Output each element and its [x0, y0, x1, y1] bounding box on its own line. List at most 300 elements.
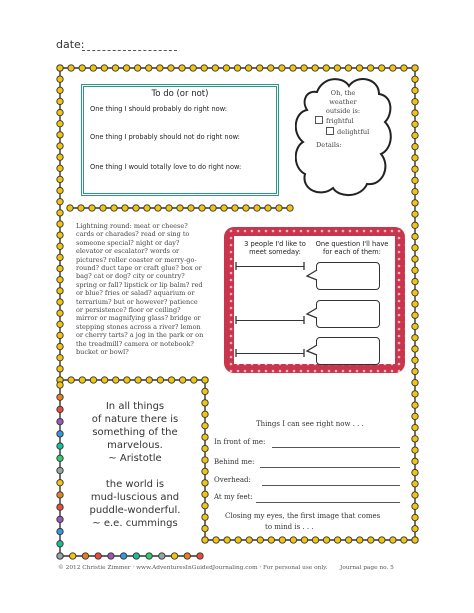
- light-bulb: [224, 537, 230, 543]
- light-bulb: [323, 537, 329, 543]
- light-bulb: [78, 205, 84, 211]
- frame-dot: [286, 370, 289, 373]
- light-bulb: [202, 400, 208, 406]
- frame-dot: [328, 230, 331, 233]
- light-bulb: [202, 457, 208, 463]
- light-bulb: [146, 65, 152, 71]
- frame-dot: [265, 370, 268, 373]
- light-bulb: [265, 205, 271, 211]
- light-bulb: [412, 357, 418, 363]
- light-bulb: [412, 526, 418, 532]
- weather-option-delightful-label: delightful: [337, 128, 370, 136]
- question-bubble-3[interactable]: [316, 337, 380, 365]
- light-bulb: [401, 537, 407, 543]
- light-bulb: [184, 553, 190, 559]
- light-bulb: [412, 245, 418, 251]
- frame-dot: [335, 230, 338, 233]
- light-bulb: [57, 299, 63, 305]
- weather-option-delightful[interactable]: [326, 127, 369, 136]
- light-bulb: [221, 205, 227, 211]
- light-bulb: [412, 323, 418, 329]
- todo-question-2: One thing I probably should not do right now:: [90, 133, 240, 141]
- frame-dot: [293, 230, 296, 233]
- light-bulb: [57, 443, 63, 449]
- light-bulb: [79, 65, 85, 71]
- light-bulb: [412, 391, 418, 397]
- frame-dot: [237, 230, 240, 233]
- light-bulb: [279, 65, 285, 71]
- frame-dot: [391, 370, 394, 373]
- todo-question-3: One thing I would totally love to do right now:: [90, 163, 242, 171]
- weather-option-frightful[interactable]: [315, 116, 354, 125]
- light-bulb: [57, 87, 63, 93]
- light-bulb: [57, 321, 63, 327]
- light-bulb: [95, 553, 101, 559]
- light-bulb: [223, 65, 229, 71]
- light-bulb: [157, 65, 163, 71]
- frame-dot: [398, 363, 401, 366]
- frame-dot: [293, 370, 296, 373]
- people-heading: 3 people I'd like to meet someday:: [244, 240, 306, 256]
- frame-dot: [398, 286, 401, 289]
- todo-box: [81, 84, 279, 196]
- see-title: Things I can see right now . . .: [256, 420, 364, 428]
- frame-dot: [398, 244, 401, 247]
- light-bulb: [412, 177, 418, 183]
- frame-dot: [384, 370, 387, 373]
- light-bulb: [57, 243, 63, 249]
- light-bulb: [202, 480, 208, 486]
- frame-dot: [244, 370, 247, 373]
- frame-dot: [258, 230, 261, 233]
- frame-dot: [398, 279, 401, 282]
- frame-dot: [370, 230, 373, 233]
- quote-1-line-3: something of the: [92, 427, 178, 438]
- light-bulb: [312, 65, 318, 71]
- light-bulb: [202, 525, 208, 531]
- light-bulb: [123, 65, 129, 71]
- light-bulb: [257, 537, 263, 543]
- light-bulb: [412, 188, 418, 194]
- light-bulb: [412, 447, 418, 453]
- light-bulb: [412, 211, 418, 217]
- light-bulb: [202, 491, 208, 497]
- frame-dot: [314, 230, 317, 233]
- see-overhead-label: Overhead:: [214, 476, 251, 484]
- light-bulb: [57, 528, 63, 534]
- light-bulb: [202, 468, 208, 474]
- frame-dot: [377, 230, 380, 233]
- see-behind-line[interactable]: [260, 467, 400, 468]
- light-bulb: [67, 205, 73, 211]
- light-bulb: [412, 537, 418, 543]
- frame-dot: [321, 230, 324, 233]
- frame-dot: [398, 258, 401, 261]
- light-bulb: [188, 205, 194, 211]
- frame-dot: [398, 272, 401, 275]
- light-bulb: [57, 277, 63, 283]
- light-bulb: [168, 377, 174, 383]
- light-bulb: [57, 467, 63, 473]
- frame-dot: [356, 370, 359, 373]
- light-bulb: [412, 301, 418, 307]
- light-bulb: [268, 65, 274, 71]
- see-closing-line-2: to mind is . . .: [265, 523, 314, 531]
- light-bulb: [412, 200, 418, 206]
- light-bulb: [111, 205, 117, 211]
- frame-dot: [398, 307, 401, 310]
- frame-dot: [398, 237, 401, 240]
- light-bulb: [101, 377, 107, 383]
- frame-dot: [258, 370, 261, 373]
- quote-2-line-2: mud-luscious and: [90, 492, 180, 503]
- light-bulb: [166, 205, 172, 211]
- frame-dot: [272, 370, 275, 373]
- light-bulb: [401, 65, 407, 71]
- light-bulb: [202, 423, 208, 429]
- light-bulb: [57, 65, 63, 71]
- frame-dot: [398, 321, 401, 324]
- frame-dot: [251, 230, 254, 233]
- frame-dot: [384, 230, 387, 233]
- light-bulb: [412, 503, 418, 509]
- frame-dot: [398, 265, 401, 268]
- light-bulb: [412, 402, 418, 408]
- light-bulb: [157, 377, 163, 383]
- light-bulb: [191, 377, 197, 383]
- light-bulb: [235, 537, 241, 543]
- light-bulb: [412, 368, 418, 374]
- light-bulb: [57, 176, 63, 182]
- light-bulb: [290, 65, 296, 71]
- light-bulb: [202, 537, 208, 543]
- see-behind-label: Behind me:: [214, 458, 255, 466]
- frame-dot: [230, 237, 233, 240]
- light-bulb: [268, 537, 274, 543]
- light-bulb: [57, 221, 63, 227]
- light-bulb: [213, 537, 219, 543]
- light-bulb: [287, 205, 293, 211]
- frame-dot: [349, 370, 352, 373]
- weather-intro: [313, 89, 373, 116]
- light-bulb: [57, 199, 63, 205]
- light-bulb: [57, 143, 63, 149]
- light-bulb: [57, 332, 63, 338]
- todo-question-1: One thing I should probably do right now:: [90, 105, 227, 113]
- frame-dot: [244, 230, 247, 233]
- light-bulb: [412, 222, 418, 228]
- frame-dot: [377, 370, 380, 373]
- todo-title: To do (or not): [151, 89, 209, 99]
- frame-dot: [398, 293, 401, 296]
- light-bulb: [113, 377, 119, 383]
- light-bulb: [367, 65, 373, 71]
- quote-1-author: ~ Aristotle: [108, 453, 162, 464]
- light-bulb: [246, 537, 252, 543]
- frame-dot: [398, 342, 401, 345]
- quote-aristotle: [70, 400, 200, 465]
- frame-dot: [251, 370, 254, 373]
- frame-dot: [300, 370, 303, 373]
- light-bulb: [345, 65, 351, 71]
- light-bulb: [412, 469, 418, 475]
- light-bulb: [279, 537, 285, 543]
- light-bulb: [412, 290, 418, 296]
- frame-dot: [328, 370, 331, 373]
- light-bulb: [412, 132, 418, 138]
- light-bulb: [57, 455, 63, 461]
- light-bulb: [159, 553, 165, 559]
- light-bulb: [210, 205, 216, 211]
- light-bulb: [234, 65, 240, 71]
- light-bulb: [57, 366, 63, 372]
- light-bulb: [356, 65, 362, 71]
- weather-line-1: Oh, the: [330, 89, 356, 97]
- light-bulb: [202, 503, 208, 509]
- frame-dot: [279, 370, 282, 373]
- light-bulb: [108, 553, 114, 559]
- light-bulb: [155, 205, 161, 211]
- light-bulb: [79, 377, 85, 383]
- frame-dot: [230, 370, 233, 373]
- frame-dot: [342, 230, 345, 233]
- frame-dot: [230, 251, 233, 254]
- light-bulb: [412, 99, 418, 105]
- light-bulb: [412, 166, 418, 172]
- frame-dot: [230, 244, 233, 247]
- light-bulb: [379, 537, 385, 543]
- light-bulb: [301, 65, 307, 71]
- light-bulb: [412, 481, 418, 487]
- quote-1-line-2: of nature there is: [91, 414, 179, 425]
- frame-dot: [363, 370, 366, 373]
- question-heading: One question I'll have for each of them:: [315, 240, 389, 256]
- frame-dot: [398, 356, 401, 359]
- light-bulb: [57, 394, 63, 400]
- light-bulb: [57, 480, 63, 486]
- light-bulb: [256, 65, 262, 71]
- light-bulb: [199, 205, 205, 211]
- frame-dot: [342, 370, 345, 373]
- frame-dot: [370, 370, 373, 373]
- light-bulb: [57, 553, 63, 559]
- light-bulb: [70, 553, 76, 559]
- quote-2-line-3: puddle-wonderful.: [89, 505, 181, 516]
- frame-dot: [398, 335, 401, 338]
- light-bulb: [412, 121, 418, 127]
- light-bulb: [412, 312, 418, 318]
- light-bulb: [197, 553, 203, 559]
- frame-dot: [398, 314, 401, 317]
- frame-dot: [272, 230, 275, 233]
- light-bulb: [57, 132, 63, 138]
- light-bulb: [412, 335, 418, 341]
- frame-dot: [230, 363, 233, 366]
- frame-dot: [398, 349, 401, 352]
- light-bulb: [412, 379, 418, 385]
- light-bulb: [412, 143, 418, 149]
- light-bulb: [179, 377, 185, 383]
- lightning-round-text: Lightning round: meat or cheese? cards or charades? read or sing to someone special? night or day? elevator or escalator? words or pictures? roller coaster or merry-go-round? duct tape or craft glue? box or bag? cat or dog? city or country? spring or fall? lipstick or lip balm? red or blue? fries or salad? aquarium or terrarium? but or however? patience or persistence? floor or ceiling? mirror or magnifying glass? bridge or stepping stones across a river? lemon or cherry tarts? a jog in the park or on the treadmill? camera or notebook? bucket or bowl?: [76, 222, 204, 357]
- light-bulb: [100, 205, 106, 211]
- question-bubble-1[interactable]: [316, 262, 380, 290]
- question-bubble-2[interactable]: [316, 300, 380, 328]
- frame-dot: [398, 328, 401, 331]
- quote-1-line-1: In all things: [105, 401, 165, 412]
- light-bulb: [57, 154, 63, 160]
- light-bulb: [412, 233, 418, 239]
- light-bulb: [412, 413, 418, 419]
- light-bulb: [133, 553, 139, 559]
- light-bulb: [412, 458, 418, 464]
- light-bulb: [412, 65, 418, 71]
- light-bulb: [57, 343, 63, 349]
- light-bulb: [57, 382, 63, 388]
- light-bulb: [57, 431, 63, 437]
- light-bulb: [412, 267, 418, 273]
- light-bulb: [144, 205, 150, 211]
- light-bulb: [334, 65, 340, 71]
- light-bulb: [276, 205, 282, 211]
- light-bulb: [57, 288, 63, 294]
- light-bulb: [412, 155, 418, 161]
- light-bulb: [412, 256, 418, 262]
- light-bulb: [212, 65, 218, 71]
- footer-page-number: Journal page no. 5: [340, 565, 394, 571]
- see-feet-line[interactable]: [256, 502, 400, 503]
- date-label: date:: [56, 38, 85, 51]
- light-bulb: [57, 541, 63, 547]
- see-front-label: In front of me:: [214, 438, 266, 446]
- person-line-ticks: [230, 260, 310, 360]
- quote-cummings: [70, 478, 200, 530]
- light-bulb: [412, 346, 418, 352]
- light-bulb: [122, 205, 128, 211]
- light-bulb: [412, 492, 418, 498]
- weather-line-2: weather: [329, 98, 357, 106]
- light-bulb: [134, 65, 140, 71]
- light-bulb: [68, 377, 74, 383]
- light-bulb: [202, 434, 208, 440]
- frame-dot: [237, 370, 240, 373]
- weather-option-frightful-label: frightful: [326, 117, 354, 125]
- light-bulb: [120, 553, 126, 559]
- light-bulb: [90, 65, 96, 71]
- light-bulb: [412, 436, 418, 442]
- light-bulb: [57, 121, 63, 127]
- light-bulb: [412, 514, 418, 520]
- see-overhead-line[interactable]: [262, 485, 400, 486]
- light-bulb: [202, 514, 208, 520]
- light-bulb: [57, 406, 63, 412]
- light-bulb: [171, 553, 177, 559]
- frame-dot: [230, 230, 233, 233]
- frame-dot: [286, 230, 289, 233]
- quote-1-line-4: marvelous.: [107, 440, 163, 451]
- quote-2-author: ~ e.e. cummings: [92, 518, 178, 529]
- frame-dot: [349, 230, 352, 233]
- light-bulb: [301, 537, 307, 543]
- light-bulb: [57, 492, 63, 498]
- frame-dot: [398, 230, 401, 233]
- frame-dot: [356, 230, 359, 233]
- light-bulb: [379, 65, 385, 71]
- light-bulb: [412, 424, 418, 430]
- frame-dot: [335, 370, 338, 373]
- frame-dot: [398, 251, 401, 254]
- light-bulb: [57, 210, 63, 216]
- light-bulb: [57, 504, 63, 510]
- light-bulb: [357, 537, 363, 543]
- light-bulb: [390, 65, 396, 71]
- light-bulb: [345, 537, 351, 543]
- light-bulb: [412, 87, 418, 93]
- weather-line-3: outside is:: [325, 107, 361, 115]
- light-bulb: [368, 537, 374, 543]
- light-bulb: [57, 232, 63, 238]
- light-bulb: [57, 355, 63, 361]
- weather-details-label: Details:: [316, 141, 342, 149]
- light-bulb: [390, 537, 396, 543]
- light-bulb: [179, 65, 185, 71]
- light-bulb: [57, 418, 63, 424]
- light-bulb: [57, 187, 63, 193]
- light-bulb: [57, 265, 63, 271]
- light-bulb: [135, 377, 141, 383]
- light-bulb: [202, 377, 208, 383]
- light-bulb: [190, 65, 196, 71]
- light-bulb: [124, 377, 130, 383]
- frame-dot: [398, 300, 401, 303]
- light-bulb: [57, 98, 63, 104]
- checkbox-frightful[interactable]: [315, 116, 323, 124]
- light-bulb: [312, 537, 318, 543]
- frame-dot: [300, 230, 303, 233]
- light-bulb: [89, 205, 95, 211]
- light-bulb: [202, 388, 208, 394]
- light-bulb: [57, 76, 63, 82]
- light-bulb: [177, 205, 183, 211]
- light-bulb: [168, 65, 174, 71]
- light-bulb: [232, 205, 238, 211]
- light-bulb: [57, 254, 63, 260]
- checkbox-delightful[interactable]: [326, 127, 334, 135]
- frame-dot: [363, 230, 366, 233]
- light-bulb: [323, 65, 329, 71]
- see-front-line[interactable]: [272, 447, 400, 448]
- frame-dot: [391, 230, 394, 233]
- light-bulb: [57, 165, 63, 171]
- light-bulb: [57, 516, 63, 522]
- frame-dot: [321, 370, 324, 373]
- light-bulb: [112, 65, 118, 71]
- light-bulb: [90, 377, 96, 383]
- light-bulb: [243, 205, 249, 211]
- light-bulb: [146, 553, 152, 559]
- light-bulb: [290, 537, 296, 543]
- light-bulb: [133, 205, 139, 211]
- light-bulb: [412, 110, 418, 116]
- light-bulb: [57, 310, 63, 316]
- light-bulb: [254, 205, 260, 211]
- light-bulb: [245, 65, 251, 71]
- frame-dot: [398, 370, 401, 373]
- see-closing-line-1: Closing my eyes, the first image that comes: [225, 512, 381, 520]
- see-feet-label: At my feet:: [214, 493, 253, 501]
- light-bulb: [68, 65, 74, 71]
- quote-2-line-1: the world is: [105, 479, 165, 490]
- light-bulb: [202, 445, 208, 451]
